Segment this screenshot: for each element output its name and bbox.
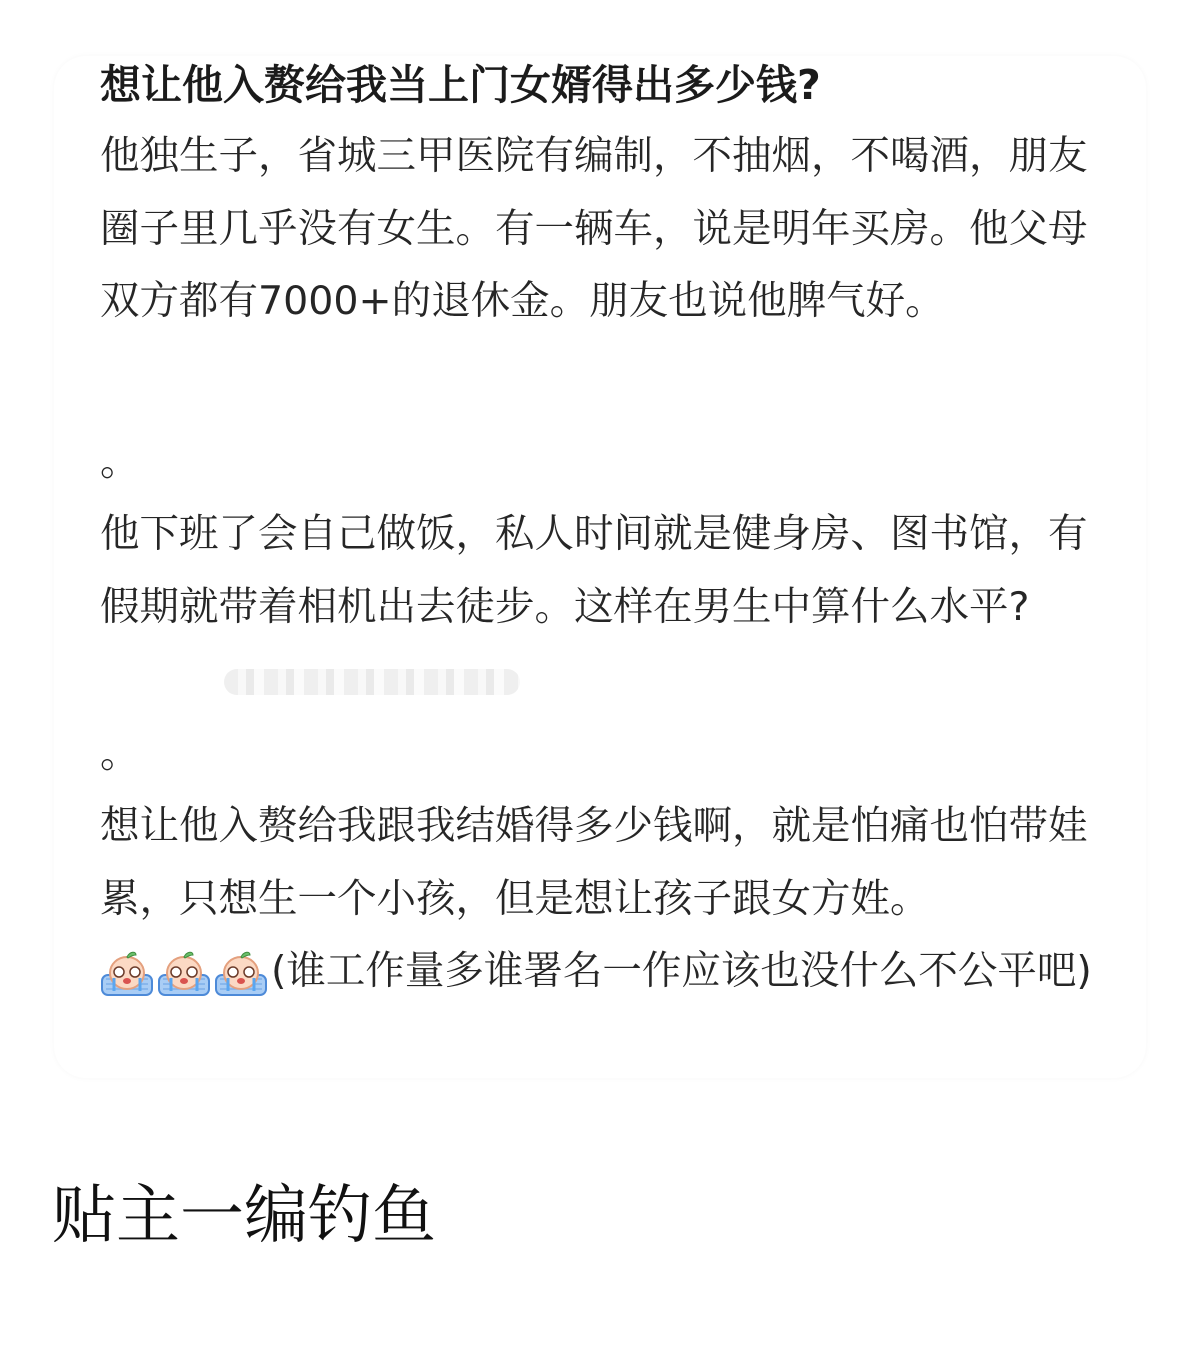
emoji-group (100, 933, 271, 1006)
crying-face-icon (214, 945, 268, 999)
post-paragraph-2 (100, 498, 1095, 716)
post-paragraph-2-text: 他下班了会自己做饭，私人时间就是健身房、图书馆，有假期就带着相机出去徒步。这样在男生中算什么水平? (100, 511, 1088, 630)
crying-face-icon (100, 945, 154, 999)
redacted-watermark (224, 669, 520, 695)
post-paragraph-1: 他独生子，省城三甲医院有编制，不抽烟，不喝酒，朋友圈子里几乎没有女生。有一辆车，说是明年买房。他父母双方都有7000+的退休金。朋友也说他脾气好。 (100, 133, 1088, 324)
post-separator-2: 。 (100, 731, 140, 777)
post-paragraph-3 (100, 790, 1095, 1008)
caption-text: 贴主一编钓鱼 (52, 1179, 436, 1253)
post-paragraph-3-start: 想让他入赘给我跟我结婚得多少钱啊，就是怕痛也怕带娃累，只想生一个小孩，但是想让孩子跟女方姓。 (100, 803, 1088, 922)
crying-face-icon (157, 945, 211, 999)
post-title: 想让他入赘给我当上门女婿得出多少钱? (100, 61, 821, 109)
post-separator-1: 。 (100, 439, 140, 485)
post-paragraph-3-end: (谁工作量多谁署名一作应该也没什么不公平吧) (271, 948, 1092, 994)
post-card (54, 56, 1146, 1078)
